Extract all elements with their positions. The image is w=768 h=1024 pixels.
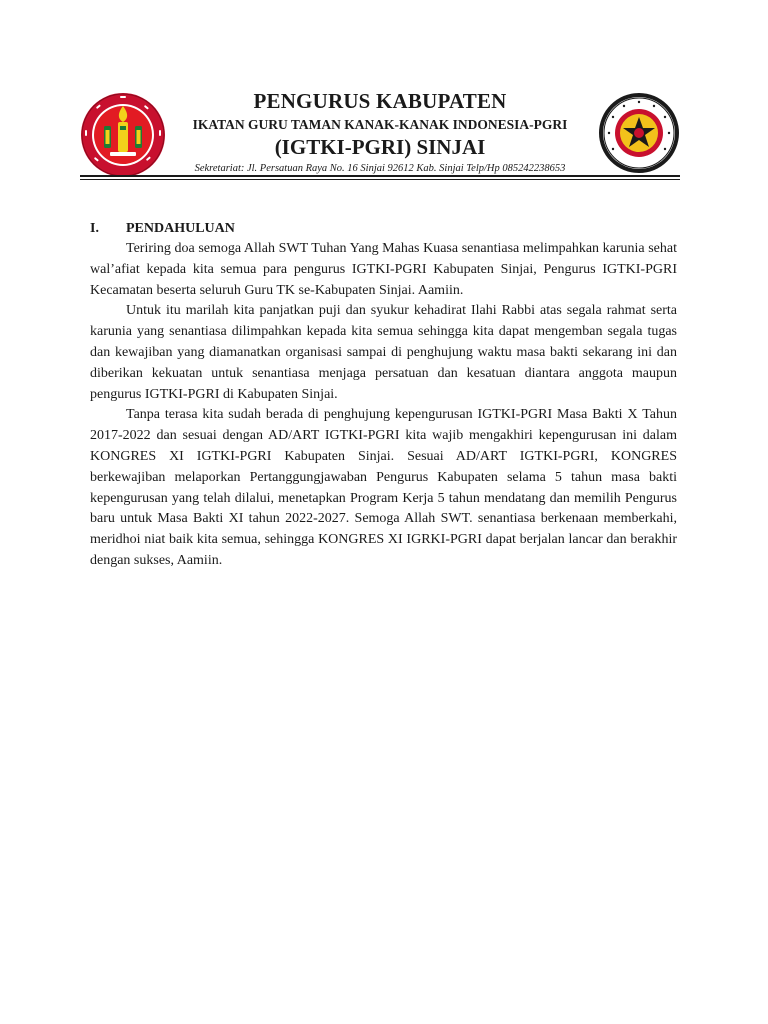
letterhead-address: Sekretariat: Jl. Persatuan Raya No. 16 Sinjai 92612 Kab. Sinjai Telp/Hp 085242238653 [194, 163, 566, 174]
section-title: PENDAHULUAN [126, 221, 235, 236]
letterhead-title: PENGURUS KABUPATEN [253, 89, 507, 113]
section-heading [90, 219, 677, 239]
paragraph: Teriring doa semoga Allah SWT Tuhan Yang Mahas Kuasa senantiasa melimpahkan karunia sehat wal’afiat kepada kita semua para pengurus IGTKI-PGRI Kabupaten Sinjai, Pengurus IGTKI-PGRI Kecamatan beserta seluruh Guru TK se-Kabupaten Sinjai. Aamiin. [90, 241, 677, 298]
section-number: I. [90, 221, 99, 236]
paragraph: Tanpa terasa kita sudah berada di penghujung kepengurusan IGTKI-PGRI Masa Bakti X Tahun 2017-2022 dan sesuai dengan AD/ART IGTKI-PGRI kita wajib mengakhiri kepengurusan ini dalam KONGRES XI IGTKI-PGRI Kabupaten Sinjai. Sesuai AD/ART IGTKI-PGRI, KONGRES berkewajiban melaporkan Pertanggungjawaban Pengurus Kabupaten selama 5 tahun masa bakti kepengurusan yang telah dilalui, menetapkan Program Kerja 5 tahun mendatang dan memilih Pengurus baru untuk Masa Bakti XI tahun 2022-2027. Semoga Allah SWT. senantiasa berkenaan memberkahi, meridhoi niat baik kita semua, sehingga KONGRES XI IGRKI-PGRI dapat berjalan lancar dan berakhir dengan sukses, Aamiin. [90, 407, 677, 568]
letterhead-rule-thin [80, 179, 680, 180]
paragraph: Untuk itu marilah kita panjatkan puji dan syukur kehadirat Ilahi Rabbi atas segala rahmat serta karunia yang senantiasa dilimpahkan kepada kita semua sehingga kita dapat mengemban segala tugas dan kewajiban yang diamanatkan organisasi sampai di penghujung waktu masa bakti sekarang ini dan diberikan kekuatan untuk senantiasa menjaga persatuan dan kesatuan diantara anggota maupun pengurus IGTKI-PGRI di Kabupaten Sinjai. [90, 303, 677, 402]
letterhead-text [176, 88, 584, 176]
letterhead-rule-thick [80, 175, 680, 177]
letterhead-organization: IKATAN GURU TAMAN KANAK-KANAK INDONESIA-PGRI [192, 117, 568, 132]
letterhead-abbreviation: (IGTKI-PGRI) SINJAI [274, 135, 486, 159]
letterhead [80, 88, 680, 180]
igtki-emblem-icon [80, 92, 166, 178]
pgri-seal-icon [598, 92, 680, 174]
document-body [90, 219, 677, 572]
